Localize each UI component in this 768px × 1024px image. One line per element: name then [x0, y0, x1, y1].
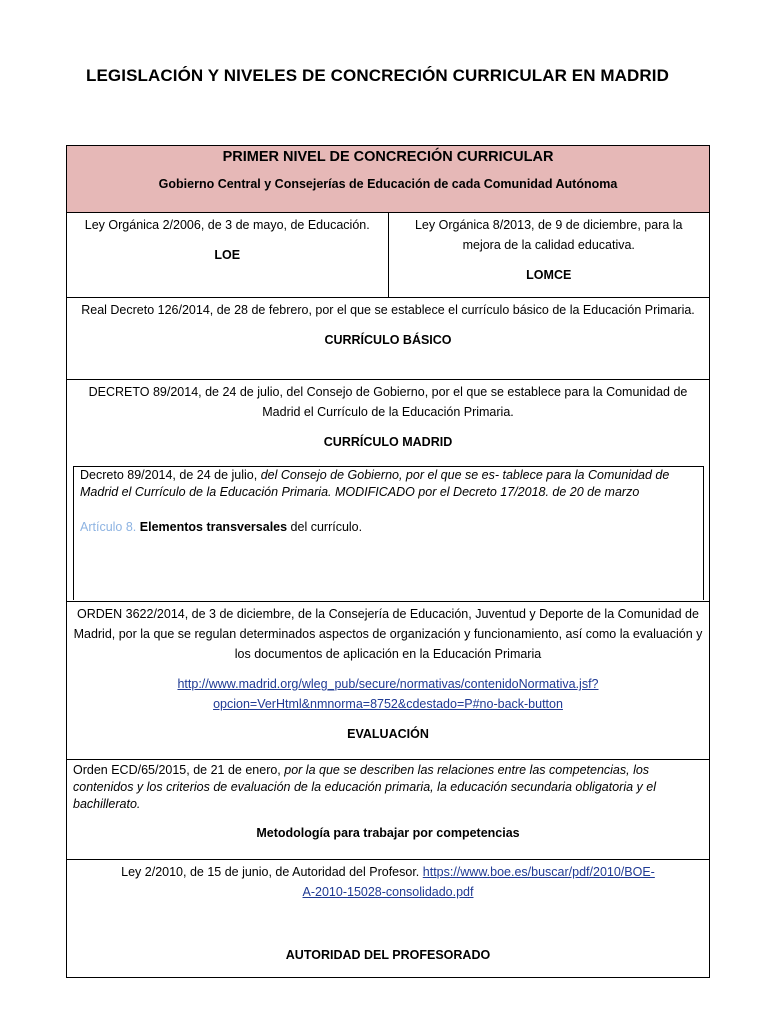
- article-bold-text: Elementos transversales: [139, 520, 288, 534]
- orden-ecd-lead: Orden ECD/65/2015, de 21 de enero,: [73, 763, 285, 777]
- orden-link-line1[interactable]: http://www.madrid.org/wleg_pub/secure/normativas/contenidoNormativa.jsf?: [177, 677, 599, 691]
- orden-link[interactable]: [73, 674, 703, 714]
- law-loe-cell: [67, 213, 389, 297]
- orden-row: [67, 601, 709, 759]
- inner-decreto-italic: del Consejo de Gobierno, por el que se es- tablece para la Comunidad de Madrid el Currículo de la Educación Primaria. MODIFICADO por el Decreto 17/2018. de 20 de marzo: [80, 468, 670, 499]
- header-subtitle: Gobierno Central y Consejerías de Educación de cada Comunidad Autónoma: [158, 177, 618, 191]
- table-header: [67, 146, 709, 212]
- curriculum-table: [66, 145, 710, 978]
- laws-row: [67, 212, 709, 297]
- ley-autoridad-row: [67, 859, 709, 977]
- decreto-row: [67, 379, 709, 601]
- orden-text: ORDEN 3622/2014, de 3 de diciembre, de la Consejería de Educación, Juventud y Deporte de la Comunidad de Madrid, por la que se regulan determinados aspectos de organización y funcionamiento, así como la evaluación y los documentos de aplicación en la Educación Primaria: [73, 607, 703, 661]
- decreto-text: DECRETO 89/2014, de 24 de julio, del Consejo de Gobierno, por el que se establece para la Comunidad de Madrid el Currículo de la Educación Primaria.: [88, 385, 688, 419]
- law-lomce-cell: [389, 213, 710, 297]
- metodologia-label: Metodología para trabajar por competencias: [256, 826, 520, 840]
- orden-ecd-row: [67, 759, 709, 859]
- ley-autoridad-text: Ley 2/2010, de 15 de junio, de Autoridad del Profesor.: [121, 865, 423, 879]
- autoridad-label: AUTORIDAD DEL PROFESORADO: [285, 948, 491, 962]
- boe-link-line1[interactable]: https://www.boe.es/buscar/pdf/2010/BOE-: [422, 865, 655, 879]
- article-line: [80, 519, 697, 536]
- curriculo-madrid-label: CURRÍCULO MADRID: [323, 435, 453, 449]
- law-loe-text: Ley Orgánica 2/2006, de 3 de mayo, de Educación.: [84, 218, 370, 232]
- real-decreto-row: [67, 297, 709, 379]
- inner-decreto-paragraph: [80, 467, 697, 501]
- article-number: Artículo 8.: [80, 520, 137, 534]
- inner-decreto-lead: Decreto 89/2014, de 24 de julio,: [80, 468, 261, 482]
- orden-ecd-italic: por la que se describen las relaciones entre las competencias, los contenidos y los criterios de evaluación de la educación primaria, la educación secundaria obligatoria y el bachillerato.: [73, 763, 656, 811]
- article-rest-text: del currículo.: [287, 520, 363, 534]
- page-title: LEGISLACIÓN Y NIVELES DE CONCRECIÓN CURRICULAR EN MADRID: [86, 66, 670, 85]
- boe-link-line2[interactable]: A-2010-15028-consolidado.pdf: [302, 885, 474, 899]
- ley-autoridad-paragraph: [73, 862, 703, 902]
- law-lomce-text: Ley Orgánica 8/2013, de 9 de diciembre, para la mejora de la calidad educativa.: [414, 218, 683, 252]
- decreto-inner-box: [73, 466, 704, 600]
- orden-ecd-paragraph: [73, 762, 703, 813]
- law-loe-acronym: LOE: [214, 248, 241, 262]
- orden-link-line2[interactable]: opcion=VerHtml&nmnorma=8752&cdestado=P#no-back-button: [213, 697, 563, 711]
- curriculo-basico-label: CURRÍCULO BÁSICO: [324, 333, 452, 347]
- header-title: PRIMER NIVEL DE CONCRECIÓN CURRICULAR: [222, 149, 554, 165]
- real-decreto-text: Real Decreto 126/2014, de 28 de febrero, por el que se establece el currículo básico de la Educación Primaria.: [81, 303, 695, 317]
- law-lomce-acronym: LOMCE: [526, 268, 572, 282]
- evaluacion-label: EVALUACIÓN: [347, 727, 429, 741]
